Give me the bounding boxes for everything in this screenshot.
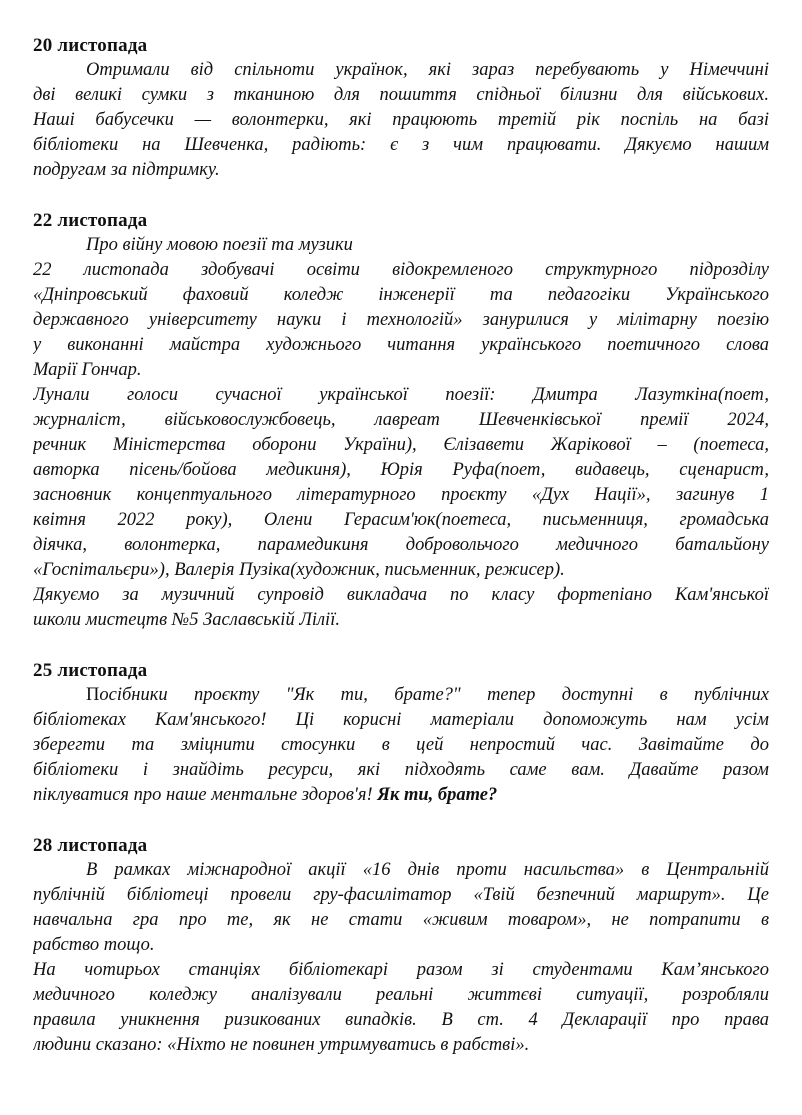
text-line: бібліотеки на Шевченка, радіють: є з чим працювати. Дякуємо нашим [33, 135, 769, 155]
text-line: «Госпітальєри»), Валерія Пузіка(художник, письменник, режисер). [33, 560, 565, 580]
text-line: медичного коледжу аналізували реальні життєві ситуації, розробляли [33, 985, 769, 1005]
text-line: засновник концептуального літературного проєкту «Дух Нації», загинув 1 [33, 485, 769, 505]
text-line: Марії Гончар. [33, 360, 142, 380]
text-line: у виконанні майстра художнього читання українського поетичного слова [33, 335, 769, 355]
text-line: публічній бібліотеці провели гру-фасилітатор «Твій безпечний маршрут». Це [33, 885, 769, 905]
entry-25-november [33, 658, 769, 808]
text-line: школи мистецтв №5 Заславській Лілії. [33, 610, 340, 630]
entry-22-november [33, 208, 769, 633]
text-line: «Дніпровський фаховий коледж інженерії та педагогіки Українського [33, 285, 769, 305]
text-fragment: осібники проєкту "Як ти, брате?" тепер доступні в публічних [99, 685, 769, 705]
text-line: рабство тощо. [33, 935, 155, 955]
first-letter: П [86, 685, 100, 705]
entry-subtitle: Про війну мовою поезії та музики [86, 235, 353, 255]
text-line [33, 683, 769, 708]
entry-20-november [33, 33, 769, 183]
text-line: бібліотеки і знайдіть ресурси, які підходять саме вам. Давайте разом [33, 760, 769, 780]
entry-date: 28 листопада [33, 835, 148, 856]
text-line: Отримали від спільноти українок, які зараз перебувають у Німеччині [86, 60, 769, 80]
campaign-slogan: Як ти, брате? [377, 785, 498, 805]
text-fragment: піклуватися про наше ментальне здоров'я! [33, 785, 373, 805]
text-line: навчальна гра про те, як не стати «живим товаром», не потрапити в [33, 910, 769, 930]
entry-28-november [33, 833, 769, 1058]
text-line: зберегти та зміцнити стосунки в цей непростий час. Завітайте до [33, 735, 769, 755]
text-line: квітня 2022 року), Олени Герасим'юк(поетеса, письменниця, громадська [33, 510, 769, 530]
text-line: Дякуємо за музичний супровід викладача по класу фортепіано Кам'янської [33, 585, 769, 605]
text-line: бібліотеках Кам'янського! Ці корисні матеріали допоможуть нам усім [33, 710, 769, 730]
text-line [33, 783, 769, 808]
text-line: діячка, волонтерка, парамедикиня добровольчого медичного батальйону [33, 535, 769, 555]
text-line: людини сказано: «Ніхто не повинен утримуватись в рабстві». [33, 1035, 530, 1055]
text-line: В рамках міжнародної акції «16 днів проти насильства» в Центральній [86, 860, 769, 880]
text-line: дві великі сумки з тканиною для пошиття спідньої білизни для військових. [33, 85, 769, 105]
entry-date: 22 листопада [33, 210, 148, 231]
text-line: подругам за підтримку. [33, 160, 220, 180]
text-line: На чотирьох станціях бібліотекарі разом зі студентами Кам’янського [33, 960, 769, 980]
document-page [33, 33, 769, 1083]
entry-date: 20 листопада [33, 35, 148, 56]
entry-date: 25 листопада [33, 660, 148, 681]
text-line: речник Міністерства оборони України), Єлізавети Жарікової – (поетеса, [33, 435, 769, 455]
text-line: державного університету науки і технологій» занурилися у мілітарну поезію [33, 310, 769, 330]
text-line: Наші бабусечки — волонтерки, які працюють третій рік поспіль на базі [33, 110, 769, 130]
text-line: правила уникнення ризикованих випадків. В ст. 4 Декларації про права [33, 1010, 769, 1030]
text-line: журналіст, військовослужбовець, лавреат Шевченківської премії 2024, [33, 410, 769, 430]
text-line: Лунали голоси сучасної української поезії: Дмитра Лазуткіна(поет, [33, 385, 769, 405]
text-line: авторка пісень/бойова медикиня), Юрія Руфа(поет, видавець, сценарист, [33, 460, 769, 480]
text-line: 22 листопада здобувачі освіти відокремленого структурного підрозділу [33, 260, 769, 280]
